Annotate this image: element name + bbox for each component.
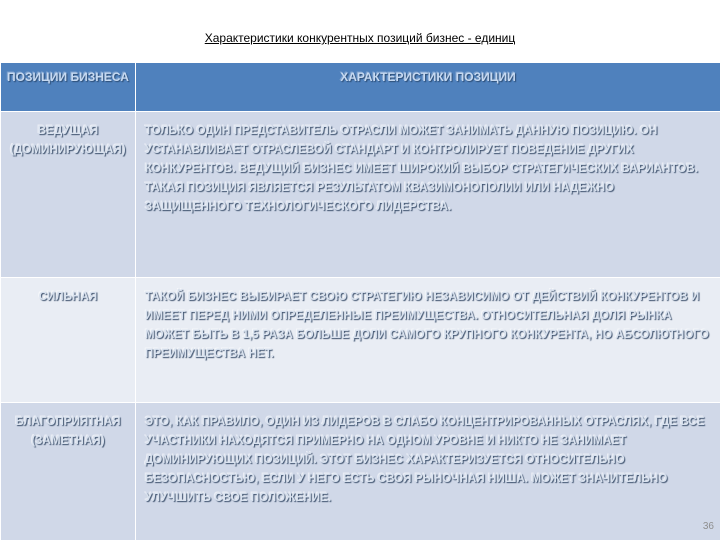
position-description: ТАКОЙ БИЗНЕС ВЫБИРАЕТ СВОЮ СТРАТЕГИЮ НЕЗАВИСИМО ОТ ДЕЙСТВИЙ КОНКУРЕНТОВ И ИМЕЕТ ПЕРЕД НИМИ ОПРЕДЕЛЕННЫЕ ПРЕИМУЩЕСТВА. ОТНОСИТЕЛЬНАЯ ДОЛЯ РЫНКА МОЖЕТ БЫТЬ В 1,5 РАЗА БОЛЬШЕ ДОЛИ САМОГО КРУПНОГО КОНКУРЕНТА, НО АБСОЛЮТНОГО ПРЕИМУЩЕСТВА НЕТ. [136,278,720,403]
positions-table [0,62,720,540]
position-description: ЭТО, КАК ПРАВИЛО, ОДИН ИЗ ЛИДЕРОВ В СЛАБО КОНЦЕНТРИРОВАННЫХ ОТРАСЛЯХ, ГДЕ ВСЕ УЧАСТНИКИ НАХОДЯТСЯ ПРИМЕРНО НА ОДНОМ УРОВНЕ И НИКТО НЕ ЗАНИМАЕТ ДОМИНИРУЮЩИХ ПОЗИЦИЙ. ЭТОТ БИЗНЕС ХАРАКТЕРИЗУЕТСЯ ОТНОСИТЕЛЬНО БЕЗОПАСНОСТЬЮ, ЕСЛИ У НЕГО ЕСТЬ СВОЯ РЫНОЧНАЯ НИША. МОЖЕТ ЗНАЧИТЕЛЬНО УЛУЧШИТЬ СВОЕ ПОЛОЖЕНИЕ. [136,403,720,540]
position-name: ВЕДУЩАЯ (ДОМИНИРУЮЩАЯ) [1,112,136,278]
table-row [1,278,720,403]
position-name: СИЛЬНАЯ [1,278,136,403]
header-characteristics: ХАРАКТЕРИСТИКИ ПОЗИЦИИ [136,63,720,112]
page-number: 36 [702,521,714,532]
position-description: ТОЛЬКО ОДИН ПРЕДСТАВИТЕЛЬ ОТРАСЛИ МОЖЕТ ЗАНИМАТЬ ДАННУЮ ПОЗИЦИЮ. ОН УСТАНАВЛИВАЕТ ОТРАСЛЕВОЙ СТАНДАРТ И КОНТРОЛИРУЕТ ПОВЕДЕНИЕ ДРУГИХ КОНКУРЕНТОВ. ВЕДУЩИЙ БИЗНЕС ИМЕЕТ ШИРОКИЙ ВЫБОР СТРАТЕГИЧЕСКИХ ВАРИАНТОВ. ТАКАЯ ПОЗИЦИЯ ЯВЛЯЕТСЯ РЕЗУЛЬТАТОМ КВАЗИМОНОПОЛИИ ИЛИ НАДЕЖНО ЗАЩИЩЕННОГО ТЕХНОЛОГИЧЕСКОГО ЛИДЕРСТВА. [136,112,720,278]
table-row [1,112,720,278]
table-row [1,403,720,540]
position-name: БЛАГОПРИЯТНАЯ (ЗАМЕТНАЯ) [1,403,136,540]
slide-title: Характеристики конкурентных позиций бизнес - единиц [204,31,516,45]
header-positions: ПОЗИЦИИ БИЗНЕСА [1,63,136,112]
table-header-row [1,63,720,112]
